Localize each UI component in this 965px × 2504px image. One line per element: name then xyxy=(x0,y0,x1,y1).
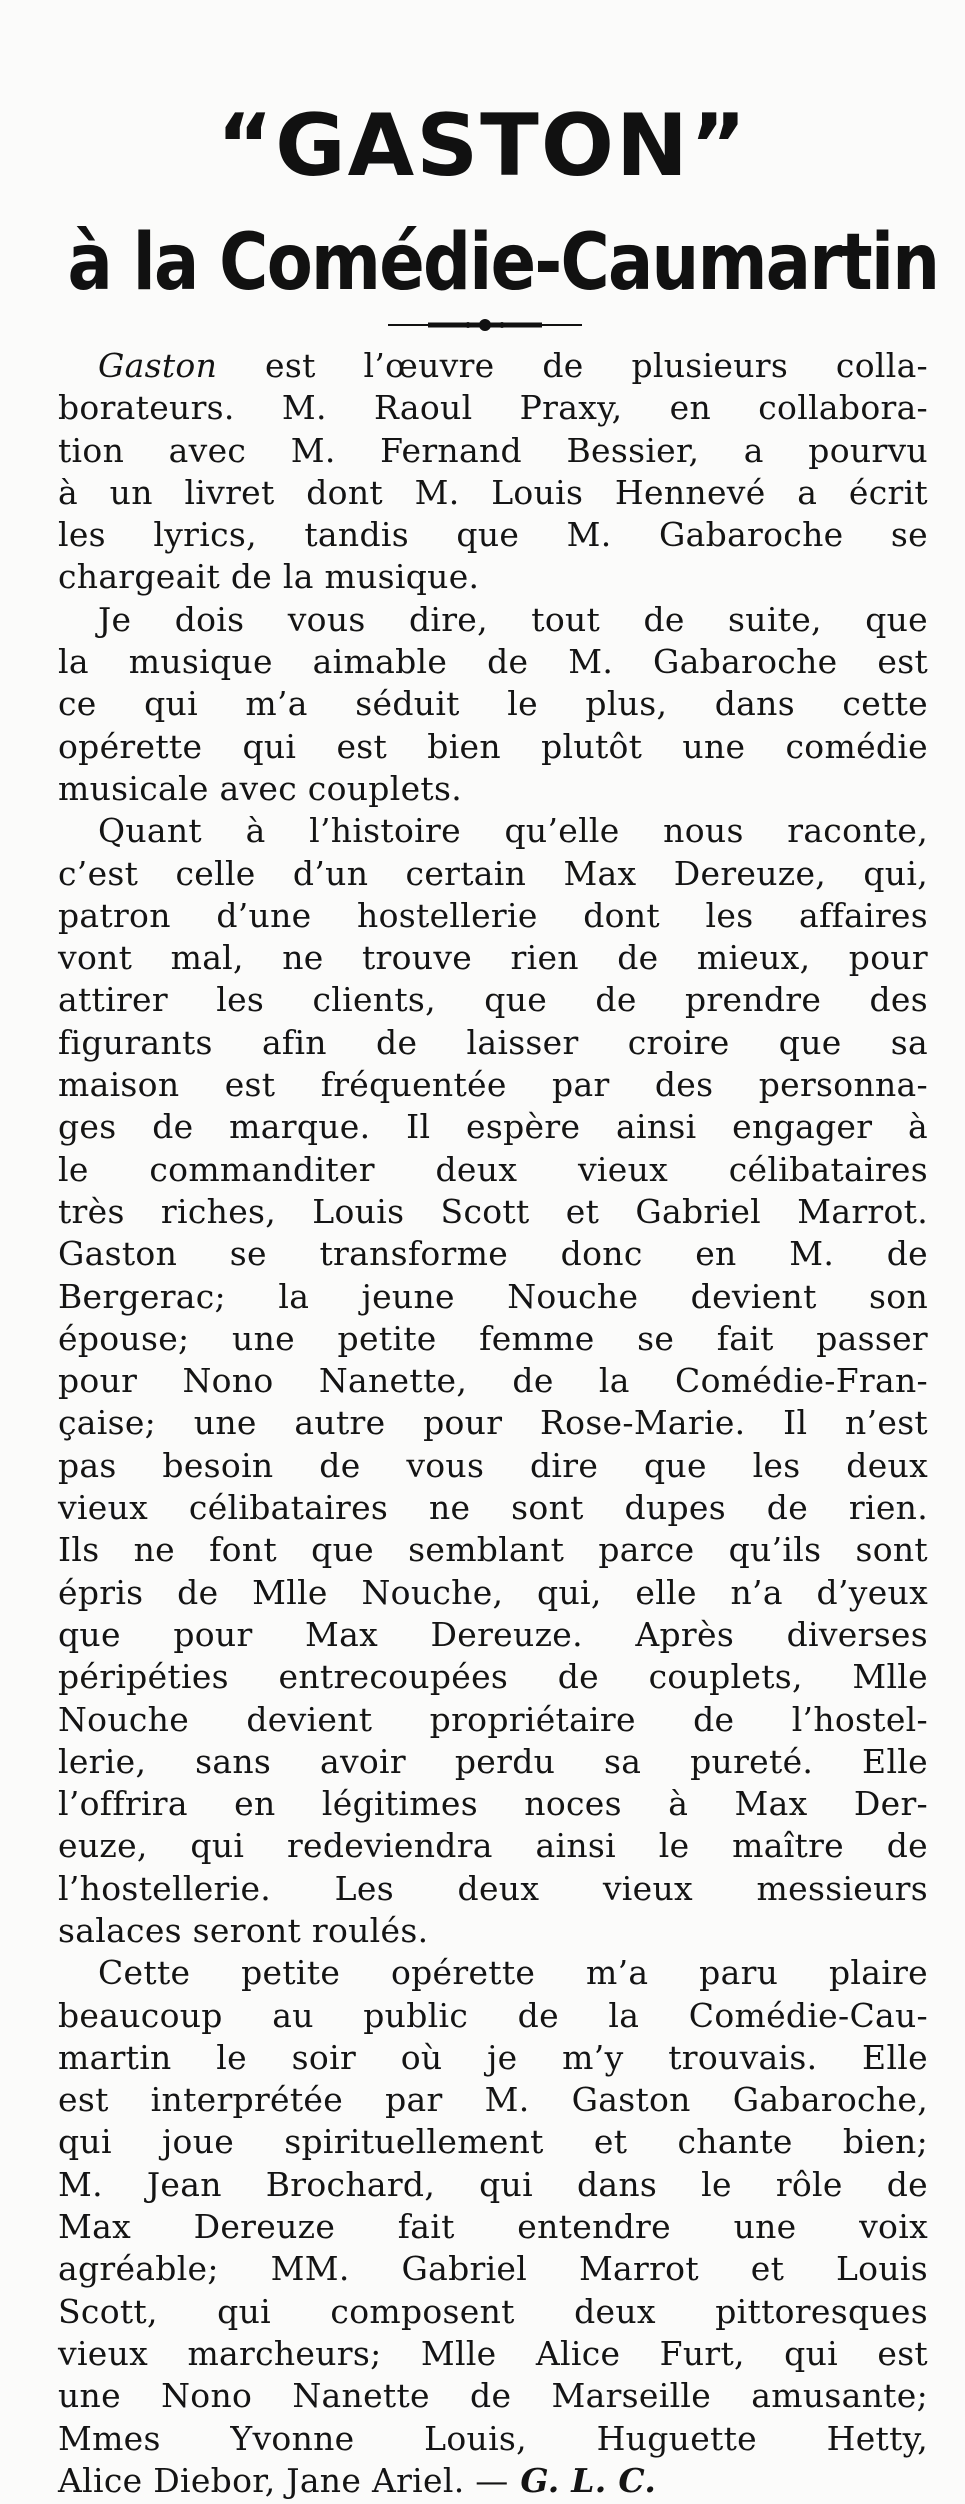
article-line xyxy=(58,1868,928,1910)
headline-title: “GASTON” xyxy=(216,96,749,196)
line-text: que pour Max Dereuze. Après diverses xyxy=(58,1614,928,1654)
line-text: la musique aimable de M. Gabaroche est xyxy=(58,642,928,682)
article-line xyxy=(58,810,928,852)
article-line xyxy=(58,556,928,598)
article-line xyxy=(58,1825,928,1867)
article-line xyxy=(58,2079,928,2121)
article-line xyxy=(58,2164,928,2206)
article-line xyxy=(58,472,928,514)
article-line xyxy=(58,2418,928,2460)
article-line xyxy=(58,853,928,895)
article-line xyxy=(58,1360,928,1402)
line-text: péripéties entrecoupées de couplets, Mlle xyxy=(58,1657,928,1697)
article-line xyxy=(58,2375,928,2417)
article-line xyxy=(58,2460,928,2502)
line-text: tion avec M. Fernand Bessier, a pourvu xyxy=(58,430,928,470)
line-text: Quant à l’histoire qu’elle nous raconte, xyxy=(98,811,928,851)
line-text: épris de Mlle Nouche, qui, elle n’a d’yeux xyxy=(58,1572,928,1612)
article-line xyxy=(58,768,928,810)
line-text: les lyrics, tandis que M. Gabaroche se xyxy=(58,515,928,555)
article-line xyxy=(58,979,928,1021)
line-text: beaucoup au public de la Comédie-Cau- xyxy=(58,1995,928,2035)
article-line xyxy=(58,514,928,556)
article-line xyxy=(58,2291,928,2333)
line-text: est l’œuvre de plusieurs colla- xyxy=(217,346,928,385)
line-text: le commanditer deux vieux célibataires xyxy=(58,1149,928,1189)
line-text: Mmes Yvonne Louis, Huguette Hetty, xyxy=(58,2418,928,2458)
line-text: épouse; une petite femme se fait passer xyxy=(58,1318,928,1358)
line-text: c’est celle d’un certain Max Dereuze, qui, xyxy=(58,853,928,893)
article-line xyxy=(58,2206,928,2248)
article-line xyxy=(58,895,928,937)
article-line xyxy=(58,1529,928,1571)
article-line xyxy=(58,1402,928,1444)
line-text: chargeait de la musique. xyxy=(58,557,480,597)
line-text: vont mal, ne trouve rien de mieux, pour xyxy=(58,938,928,978)
article-line xyxy=(58,1191,928,1233)
headline-subtitle: à la Comédie-Caumartin xyxy=(67,218,939,308)
line-text: M. Jean Brochard, qui dans le rôle de xyxy=(58,2164,928,2204)
article-line xyxy=(58,1699,928,1741)
article-line xyxy=(58,726,928,768)
line-text: qui joue spirituellement et chante bien; xyxy=(58,2122,928,2162)
article-line xyxy=(58,1487,928,1529)
article-line xyxy=(58,2121,928,2163)
article-line xyxy=(58,1318,928,1360)
line-text: Scott, qui composent deux pittoresques xyxy=(58,2291,928,2331)
article-line xyxy=(58,1995,928,2037)
article-line xyxy=(58,1952,928,1994)
article-line xyxy=(58,1656,928,1698)
line-text: Gaston se transforme donc en M. de xyxy=(58,1234,928,1274)
article-line xyxy=(58,1614,928,1656)
article-line xyxy=(58,2333,928,2375)
article-line xyxy=(58,641,928,683)
line-text: Nouche devient propriétaire de l’hostel- xyxy=(58,1699,928,1739)
ornament-divider-icon xyxy=(388,318,582,332)
line-text: Max Dereuze fait entendre une voix xyxy=(58,2207,928,2247)
article-line xyxy=(58,1106,928,1148)
line-text: l’hostellerie. Les deux vieux messieurs xyxy=(58,1868,928,1908)
line-text: vieux marcheurs; Mlle Alice Furt, qui est xyxy=(58,2333,928,2373)
article-line xyxy=(58,387,928,429)
line-text: ges de marque. Il espère ainsi engager à xyxy=(58,1107,928,1147)
line-text: une Nono Nanette de Marseille amusante; xyxy=(58,2376,928,2416)
article-line xyxy=(58,1572,928,1614)
line-text: vieux célibataires ne sont dupes de rien. xyxy=(58,1488,928,1528)
line-text: euze, qui redeviendra ainsi le maître de xyxy=(58,1826,928,1866)
line-text: ce qui m’a séduit le plus, dans cette xyxy=(58,684,928,724)
line-text: très riches, Louis Scott et Gabriel Marrot. xyxy=(58,1191,928,1231)
author-signature: G. L. C. xyxy=(508,2460,657,2500)
article-line xyxy=(58,430,928,472)
line-text: çaise; une autre pour Rose-Marie. Il n’est xyxy=(58,1403,928,1443)
article-line xyxy=(58,1233,928,1275)
article-line xyxy=(58,1910,928,1952)
line-text: Ils ne font que semblant parce qu’ils sont xyxy=(58,1530,928,1570)
article-body xyxy=(58,345,928,2500)
article-line xyxy=(58,1149,928,1191)
article-line xyxy=(58,1276,928,1318)
line-text: salaces seront roulés. xyxy=(58,1910,429,1950)
article-line xyxy=(58,1022,928,1064)
line-text: l’offrira en légitimes noces à Max Der- xyxy=(58,1784,928,1824)
line-text: musicale avec couplets. xyxy=(58,768,462,808)
line-text: pas besoin de vous dire que les deux xyxy=(58,1445,928,1485)
line-text: pour Nono Nanette, de la Comédie-Fran- xyxy=(58,1361,928,1401)
article-line xyxy=(58,1783,928,1825)
line-text: Je dois vous dire, tout de suite, que xyxy=(98,599,928,639)
line-text: Cette petite opérette m’a paru plaire xyxy=(98,1953,928,1993)
line-text: Bergerac; la jeune Nouche devient son xyxy=(58,1276,928,1316)
article-line xyxy=(58,345,928,387)
line-text: attirer les clients, que de prendre des xyxy=(58,980,928,1020)
article-line xyxy=(58,599,928,641)
article-line xyxy=(58,2248,928,2290)
line-text: patron d’une hostellerie dont les affaires xyxy=(58,895,928,935)
line-text: martin le soir où je m’y trouvais. Elle xyxy=(58,2037,928,2077)
play-title-italic: Gaston xyxy=(98,346,218,385)
article-line xyxy=(58,1064,928,1106)
article-line xyxy=(58,937,928,979)
line-text: lerie, sans avoir perdu sa pureté. Elle xyxy=(58,1741,928,1781)
line-text: maison est fréquentée par des personna- xyxy=(58,1065,928,1105)
line-text: borateurs. M. Raoul Praxy, en collabora- xyxy=(58,388,928,428)
article-line xyxy=(58,1445,928,1487)
line-text: Alice Diebor, Jane Ariel. — xyxy=(58,2460,509,2500)
article-line xyxy=(58,1741,928,1783)
line-text: figurants afin de laisser croire que sa xyxy=(58,1022,928,1062)
line-text: est interprétée par M. Gaston Gabaroche, xyxy=(58,2080,928,2120)
article-line xyxy=(58,683,928,725)
line-text: à un livret dont M. Louis Hennevé a écrit xyxy=(58,472,928,512)
article-line xyxy=(58,2037,928,2079)
line-text: agréable; MM. Gabriel Marrot et Louis xyxy=(58,2249,928,2289)
line-text: opérette qui est bien plutôt une comédie xyxy=(58,726,928,766)
